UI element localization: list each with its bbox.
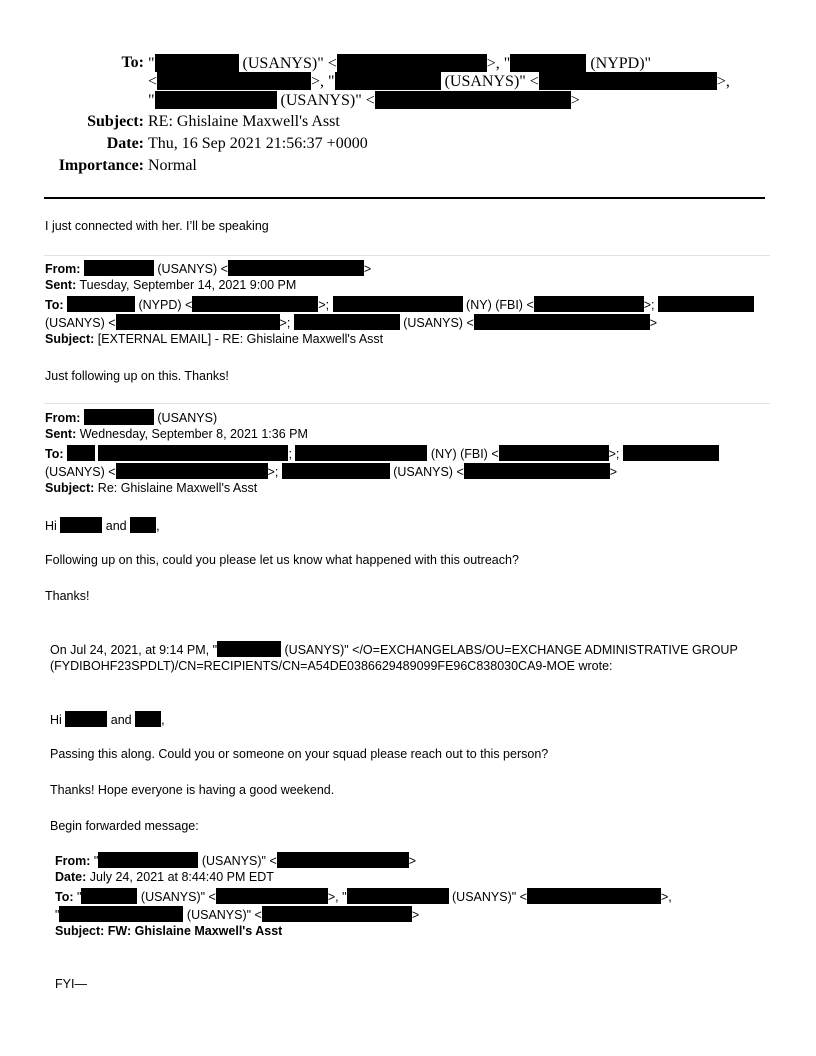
to-line-2: < >, " (USANYS)" < >, [148, 73, 730, 90]
fwd-to-line-1: To: " (USANYS)" < >, " (USANYS)" < >, [55, 890, 672, 904]
quote-header-line-2: (FYDIBOHF23SPDLT)/CN=RECIPIENTS/CN=A54DE0386629489099FE96C838030CA9-MOE wrote: [50, 659, 613, 673]
redaction-box [59, 906, 183, 922]
date-label: Date: [106, 135, 144, 152]
msg2-from-line: From: (USANYS) < > [45, 262, 372, 276]
importance-label: Importance: [58, 157, 144, 174]
header-divider [44, 197, 765, 199]
redaction-box [337, 54, 487, 72]
msg2-to-line-2: (USANYS) < >; (USANYS) < > [45, 316, 658, 330]
message-body: Thanks! [45, 589, 90, 603]
redaction-box [84, 409, 154, 425]
date-value: Thu, 16 Sep 2021 21:56:37 +0000 [148, 135, 368, 152]
redaction-box [294, 314, 400, 330]
to-label: To: [121, 54, 144, 71]
importance-value: Normal [148, 157, 197, 174]
redaction-box [116, 314, 280, 330]
message-body: Begin forwarded message: [50, 819, 199, 833]
message-divider [44, 255, 770, 256]
redaction-box [623, 445, 719, 461]
message-body: Just following up on this. Thanks! [45, 369, 229, 383]
redaction-box [474, 314, 650, 330]
redaction-box [464, 463, 610, 479]
redaction-box [262, 906, 412, 922]
redaction-box [534, 296, 644, 312]
redaction-box [155, 54, 239, 72]
redaction-box [98, 852, 198, 868]
redaction-box [658, 296, 754, 312]
msg4-greeting: Hi and , [50, 713, 165, 727]
redaction-box [375, 91, 571, 109]
redaction-box [539, 72, 717, 90]
redaction-box [60, 517, 102, 533]
redaction-box [333, 296, 463, 312]
msg2-subject-line: Subject: [EXTERNAL EMAIL] - RE: Ghislaine Maxwell's Asst [45, 332, 384, 346]
redaction-box [217, 641, 281, 657]
redaction-box [277, 852, 409, 868]
redaction-box [116, 463, 268, 479]
subject-value: RE: Ghislaine Maxwell's Asst [148, 113, 340, 130]
msg3-greeting: Hi and , [45, 519, 160, 533]
msg3-to-line-1: To: ; (NY) (FBI) < >; [45, 445, 719, 461]
redaction-box [527, 888, 661, 904]
redaction-box [67, 296, 135, 312]
message-body: I just connected with her. I’ll be speaking [45, 219, 269, 233]
redaction-box [135, 711, 161, 727]
redaction-box [84, 260, 154, 276]
fwd-to-line-2: " (USANYS)" < > [55, 908, 420, 922]
redaction-box [295, 445, 427, 461]
redaction-box [81, 888, 137, 904]
msg3-from-line: From: (USANYS) [45, 411, 218, 425]
redaction-box [192, 296, 318, 312]
msg3-to-line-2: (USANYS) < >; (USANYS) < > [45, 465, 618, 479]
redaction-box [157, 72, 311, 90]
to-line-1: " (USANYS)" < >, " (NYPD)" [148, 55, 652, 72]
msg3-subject-line: Subject: Re: Ghislaine Maxwell's Asst [45, 481, 258, 495]
fwd-subject-line: Subject: FW: Ghislaine Maxwell's Asst [55, 924, 283, 938]
msg2-to-line-1: To: (NYPD) < >; (NY) (FBI) < >; [45, 296, 754, 312]
redaction-box [130, 517, 156, 533]
redaction-box [347, 888, 449, 904]
redaction-box [65, 711, 107, 727]
message-body: FYI— [55, 977, 87, 991]
message-body: Thanks! Hope everyone is having a good weekend. [50, 783, 335, 797]
redaction-box [67, 445, 95, 461]
msg2-sent-line: Sent: Tuesday, September 14, 2021 9:00 PM [45, 278, 297, 292]
message-body: Following up on this, could you please let us know what happened with this outreach? [45, 553, 519, 567]
msg3-sent-line: Sent: Wednesday, September 8, 2021 1:36 PM [45, 427, 308, 441]
redaction-box [155, 91, 277, 109]
message-body: Passing this along. Could you or someone on your squad please reach out to this person? [50, 747, 549, 761]
redaction-box [228, 260, 364, 276]
redaction-box [216, 888, 328, 904]
fwd-date-line: Date: July 24, 2021 at 8:44:40 PM EDT [55, 870, 274, 884]
redaction-box [335, 72, 441, 90]
quote-header-line-1: On Jul 24, 2021, at 9:14 PM, " (USANYS)" </O=EXCHANGELABS/OU=EXCHANGE ADMINISTRATIVE GROUP [50, 643, 738, 657]
redaction-box [282, 463, 390, 479]
subject-label: Subject: [87, 113, 144, 130]
redaction-box [499, 445, 609, 461]
fwd-from-line: From: " (USANYS)" < > [55, 854, 417, 868]
to-line-3: " (USANYS)" < > [148, 92, 580, 109]
redaction-box [98, 445, 288, 461]
redaction-box [510, 54, 586, 72]
message-divider [44, 403, 770, 404]
